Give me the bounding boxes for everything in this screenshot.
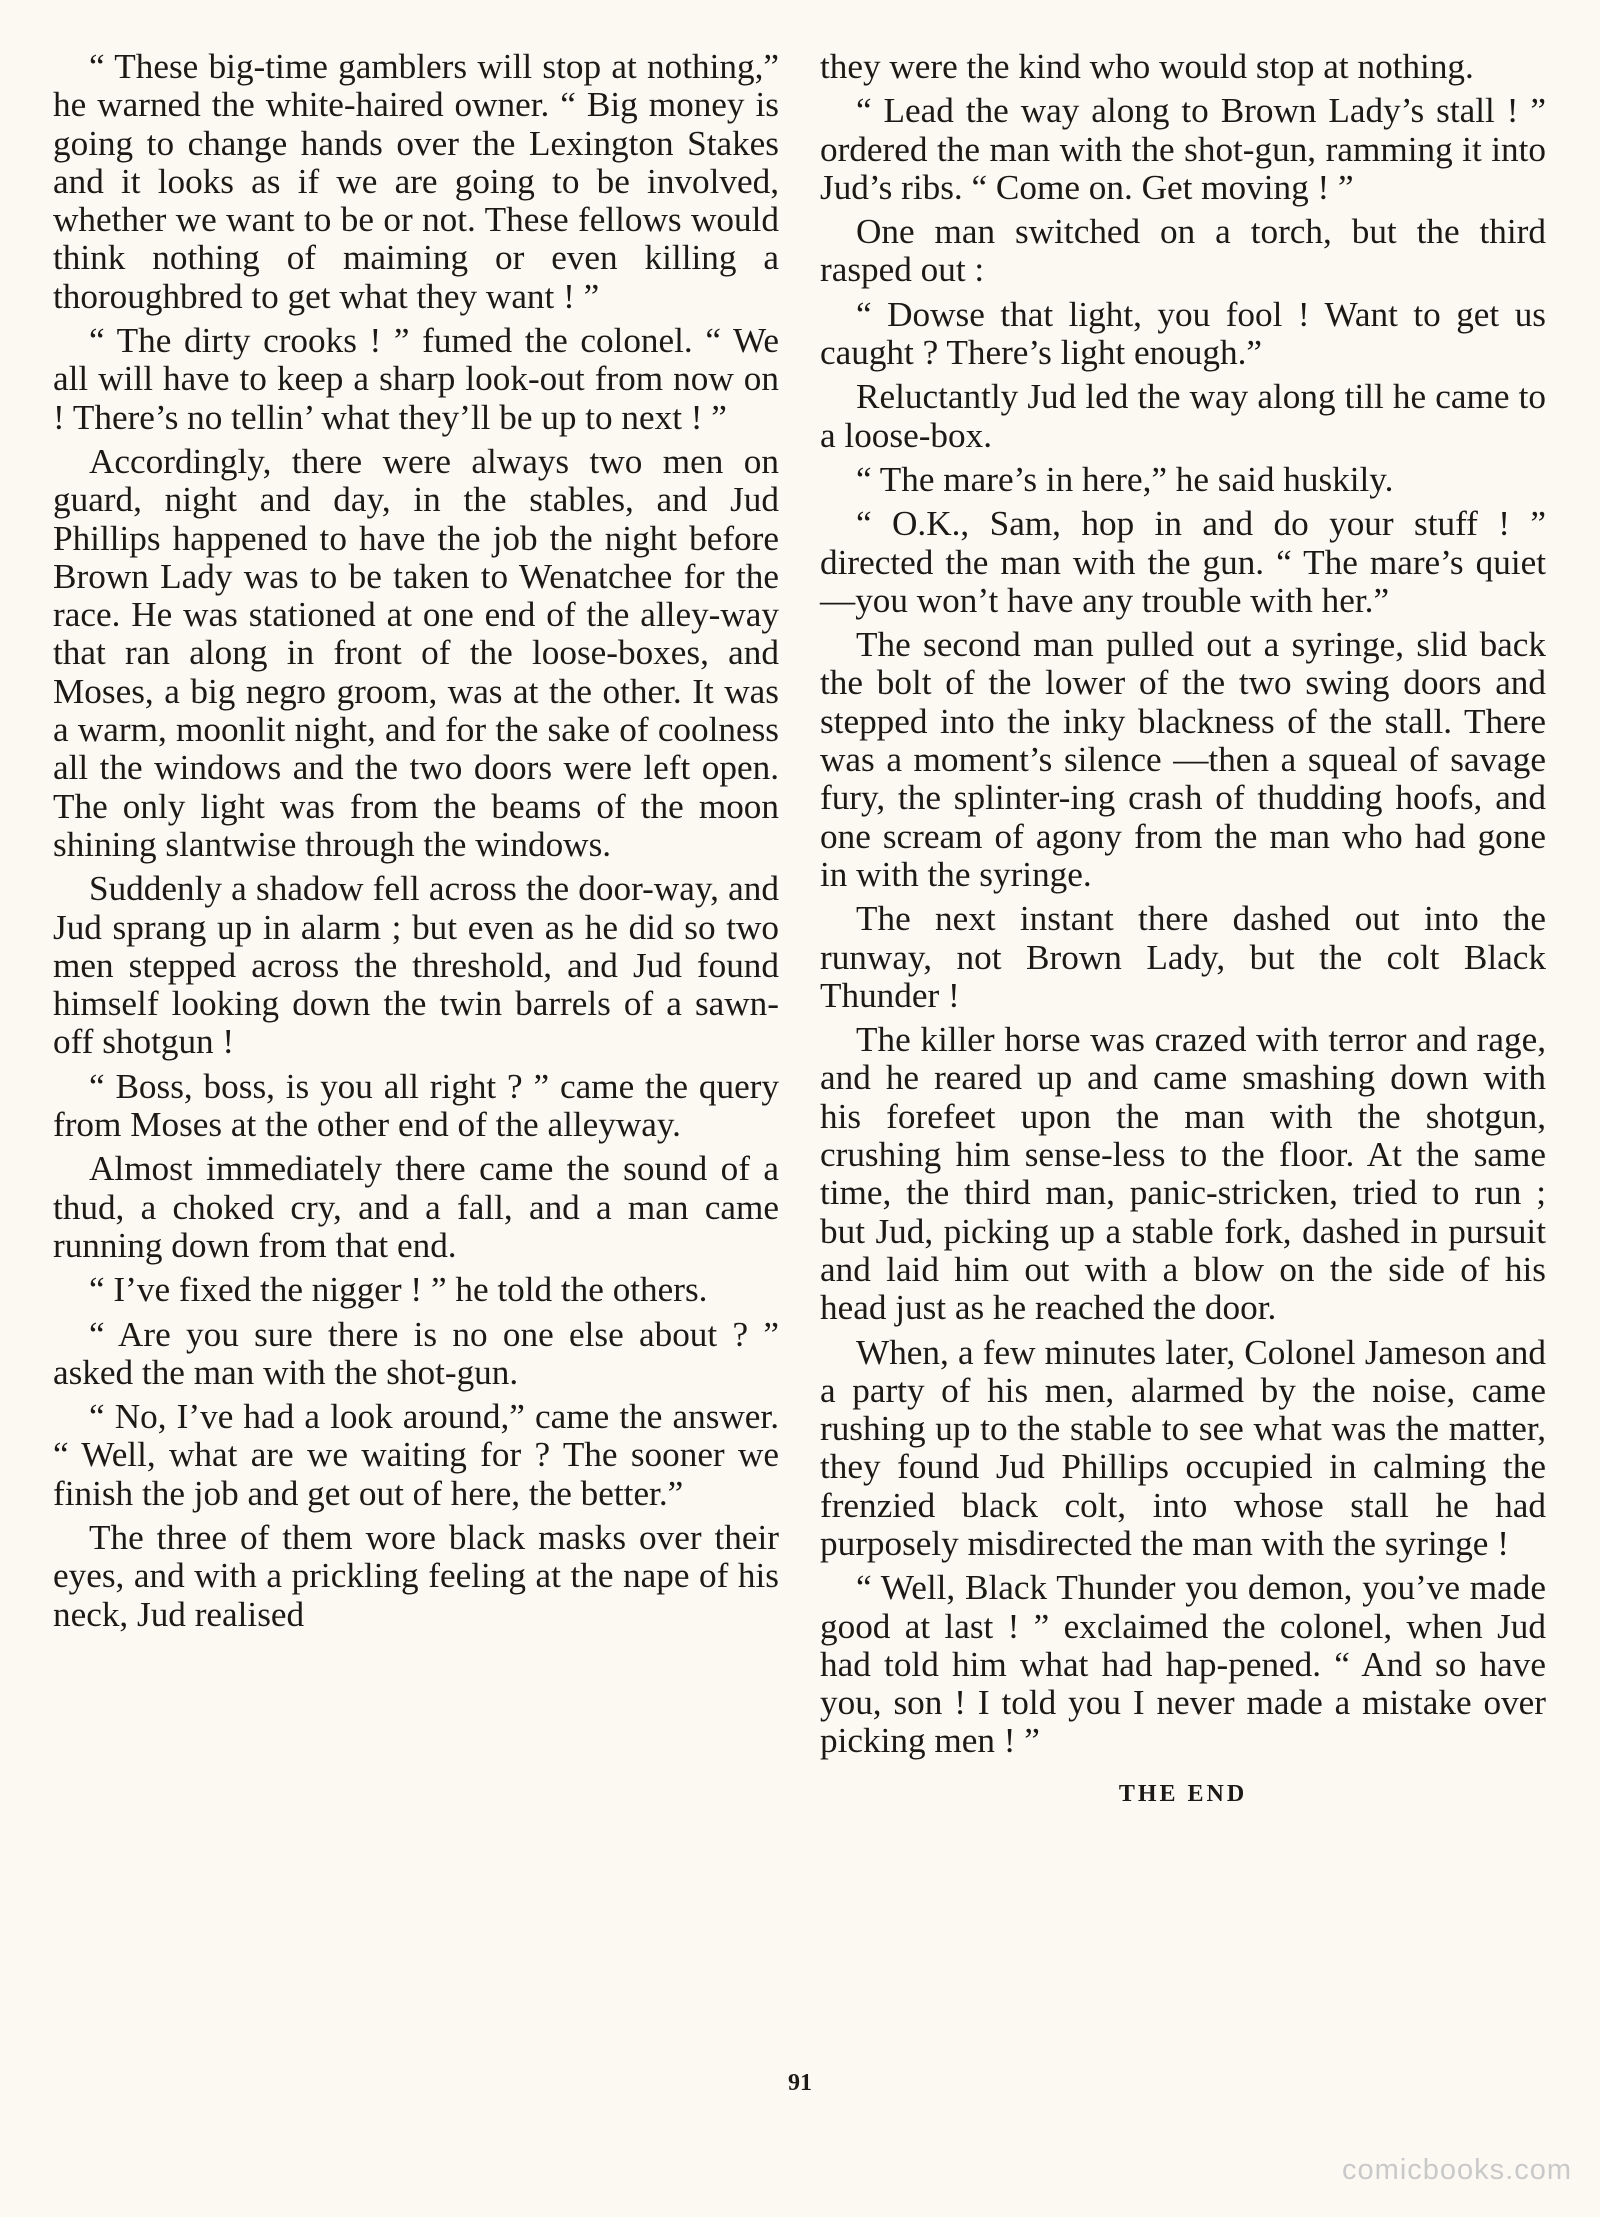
paragraph: Accordingly, there were always two men on guard, night and day, in the stables, and Jud Phillips happened to have the job the night before Brown Lady was to be taken to Wenatchee for the race. He was stationed at one end of the alley-way that ran along in front of the loose-boxes, and Moses, a big negro groom, was at the other. It was a warm, moonlit night, and for the sake of coolness all the windows and the two doors were left open. The only light was from the beams of the moon shining slantwise through the windows. [53, 441, 779, 864]
paragraph: The second man pulled out a syringe, slid back the bolt of the lower of the two swing doors and stepped into the inky blackness of the stall. There was a moment’s silence —then a squeal of savage fury, the splinter-ing crash of thudding hoofs, and one scream of agony from the man who had gone in with the syringe. [820, 625, 1546, 894]
paragraph: “ Dowse that light, you fool ! Want to get us caught ? There’s light enough.” [820, 294, 1546, 373]
paragraph: “ I’ve fixed the nigger ! ” he told the others. [89, 1270, 708, 1310]
paragraph: “ No, I’ve had a look around,” came the answer. “ Well, what are we waiting for ? The sooner we finish the job and get out of here, the better.” [53, 1397, 779, 1513]
end-mark: THE END [1118, 1780, 1248, 1807]
watermark: comicbooks.com [1342, 2154, 1572, 2186]
paragraph: The next instant there dashed out into the runway, not Brown Lady, but the colt Black Thunder ! [820, 899, 1546, 1015]
paragraph: “ Boss, boss, is you all right ? ” came the query from Moses at the other end of the alleyway. [53, 1066, 779, 1145]
paragraph: When, a few minutes later, Colonel Jameson and a party of his men, alarmed by the noise, came rushing up to the stable to see what was the matter, they found Jud Phillips occupied in calming the frenzied black colt, into whose stall he had purposely misdirected the man with the syringe ! [820, 1332, 1546, 1563]
right-text-column [820, 48, 1546, 1813]
paragraph: Suddenly a shadow fell across the door-way, and Jud sprang up in alarm ; but even as he did so two men stepped across the threshold, and Jud found himself looking down the twin barrels of a sawn-off shotgun ! [53, 869, 779, 1062]
paragraph: “ These big-time gamblers will stop at nothing,” he warned the white-haired owner. “ Big money is going to change hands over the Lexington Stakes and it looks as if we are going to be involved, whether we want to be or not. These fellows would think nothing of maiming or even killing a thoroughbred to get what they want ! ” [53, 47, 779, 316]
paragraph: The killer horse was crazed with terror and rage, and he reared up and came smashing down with his forefeet upon the man with the shotgun, crushing him sense-less to the floor. At the same time, the third man, panic-stricken, tried to run ; but Jud, picking up a stable fork, dashed in pursuit and laid him out with a blow on the side of his head just as he reached the door. [820, 1020, 1546, 1328]
paragraph: One man switched on a torch, but the third rasped out : [820, 212, 1546, 290]
left-text-column [53, 48, 779, 1640]
paragraph: “ Well, Black Thunder you demon, you’ve made good at last ! ” exclaimed the colonel, when Jud had told him what had hap-pened. “ And so have you, son ! I told you I never made a mistake over picking men ! ” [820, 1568, 1546, 1761]
paragraph: “ Are you sure there is no one else about ? ” asked the man with the shot-gun. [53, 1314, 779, 1392]
paragraph: Reluctantly Jud led the way along till he came to a loose-box. [820, 377, 1546, 455]
paragraph: Almost immediately there came the sound of a thud, a choked cry, and a fall, and a man came running down from that end. [53, 1149, 779, 1265]
page-number: 91 [788, 2070, 812, 2096]
paragraph: The three of them wore black masks over their eyes, and with a prickling feeling at the nape of his neck, Jud realised [53, 1517, 779, 1634]
paragraph: “ Lead the way along to Brown Lady’s stall ! ” ordered the man with the shot-gun, ramming it into Jud’s ribs. “ Come on. Get moving ! ” [820, 91, 1546, 207]
paragraph: “ O.K., Sam, hop in and do your stuff ! ” directed the man with the gun. “ The mare’s quiet—you won’t have any trouble with her.” [820, 504, 1546, 620]
paragraph: “ The mare’s in here,” he said huskily. [856, 459, 1394, 499]
paragraph: they were the kind who would stop at nothing. [820, 47, 1474, 86]
paragraph: “ The dirty crooks ! ” fumed the colonel. “ We all will have to keep a sharp look-out from now on ! There’s no tellin’ what they’ll be up to next ! ” [53, 321, 779, 437]
